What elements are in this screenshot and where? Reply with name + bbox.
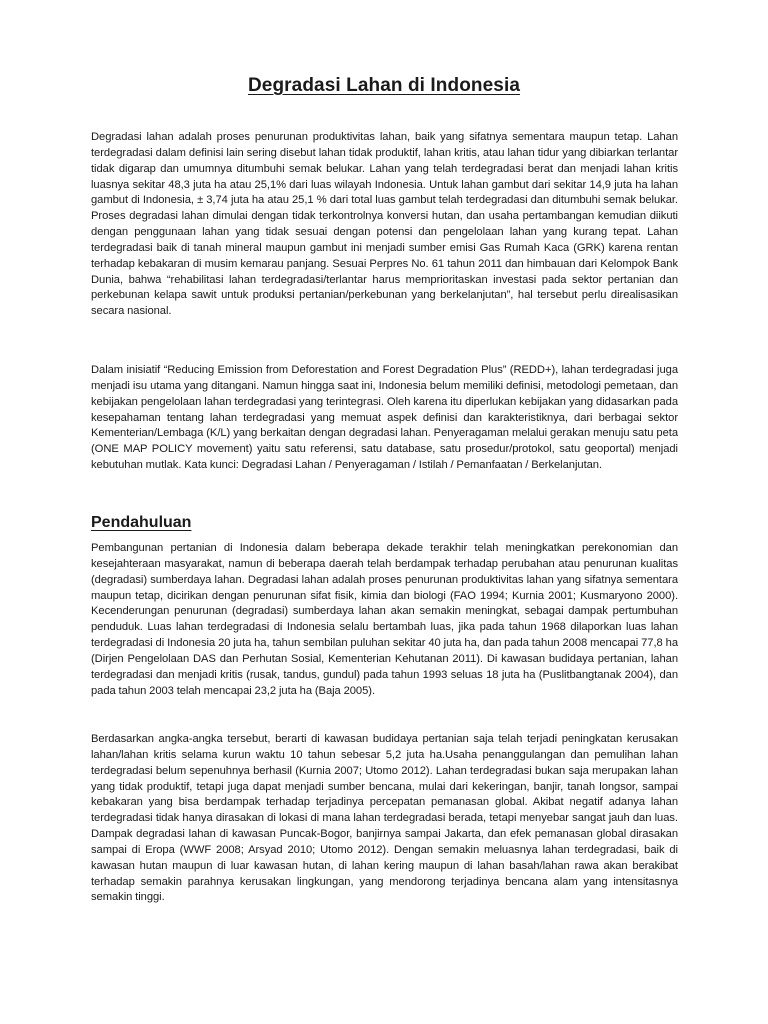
document-title: Degradasi Lahan di Indonesia — [247, 75, 521, 96]
abstract-paragraph-1: Degradasi lahan adalah proses penurunan produktivitas lahan, baik yang sifatnya sementara maupun tetap. Lahan terdegradasi dalam definisi lain sering disebut lahan tidak produktif, lahan kritis, atau lahan tidur yang dibiarkan terlantar tidak digarap dan umumnya ditumbuhi semak belukar. Lahan yang telah terdegradasi berat dan menjadi lahan kritis luasnya sekitar 48,3 juta ha atau 25,1% dari luas wilayah Indonesia. Untuk lahan gambut dari sekitar 14,9 juta ha lahan gambut di Indonesia, ± 3,74 juta ha atau 25,1 % dari total luas gambut telah terdegradasi dan ditumbuhi semak belukar. Proses degradasi lahan dimulai dengan tidak terkontrolnya konversi hutan, dan usaha pertambangan kemudian diikuti dengan penggunaan lahan yang tidak sesuai dengan potensi dan pengelolaan lahan yang kurang tepat. Lahan terdegradasi baik di tanah mineral maupun gambut ini menjadi sumber emisi Gas Rumah Kaca (GRK) karena rentan terhadap kebakaran di musim kemarau panjang. Sesuai Perpres No. 61 tahun 2011 dan himbauan dari Kelompok Bank Dunia, bahwa “rehabilitasi lahan terdegradasi/terlantar harus memprioritaskan investasi pada sektor pertanian dan perkebunan kelapa sawit untuk produksi pertanian/perkebunan yang berkelanjutan”, hal tersebut perlu direalisasikan secara nasional. — [91, 131, 678, 318]
section-paragraph-2: Berdasarkan angka-angka tersebut, berarti di kawasan budidaya pertanian saja telah terjadi peningkatan kerusakan lahan/lahan kritis selama kurun waktu 10 tahun sebesar 5,2 juta ha.Usaha penanggulangan dan pemulihan lahan terdegradasi belum sepenuhnya berhasil (Kurnia 2007; Utomo 2012). Lahan terdegradasi bukan saja merupakan lahan yang tidak produktif, tetapi juga dapat menjadi sumber bencana, mulai dari kekeringan, banjir, tanah longsor, sampai kebakaran yang bisa berdampak terhadap terjadinya percepatan pemanasan global. Akibat negatif adanya lahan terdegradasi tidak hanya dirasakan di lokasi di mana lahan terdegradasi berada, tetapi menyebar sangat jauh dan luas. Dampak degradasi lahan di kawasan Puncak-Bogor, banjirnya sampai Jakarta, dan efek pemanasan global dirasakan sampai di Eropa (WWF 2008; Arsyad 2010; Utomo 2012). Dengan semakin meluasnya lahan terdegradasi, baik di kawasan hutan maupun di luar kawasan hutan, di lahan kering maupun di lahan basah/lahan rawa akan berakibat terhadap semakin parahnya kerusakan lingkungan, yang mendorong terjadinya bencana alam yang intensitasnya semakin tinggi. — [91, 733, 678, 904]
abstract-paragraph-2: Dalam inisiatif “Reducing Emission from Deforestation and Forest Degradation Plus” (REDD+), lahan terdegradasi juga menjadi isu utama yang ditangani. Namun hingga saat ini, Indonesia belum memiliki definisi, metodologi pemetaan, dan kebijakan pengelolaan lahan terdegradasi yang terintegrasi. Oleh karena itu diperlukan kebijakan yang didasarkan pada kesepahaman tentang lahan terdegradasi yang memuat aspek definisi dan karakteristiknya, dari berbagai sektor Kementerian/Lembaga (K/L) yang berkaitan dengan degradasi lahan. Penyeragaman melalui gerakan menuju satu peta (ONE MAP POLICY movement) yaitu satu referensi, satu database, satu prosedur/protokol, satu geoportal) menjadi kebutuhan mutlak. Kata kunci: Degradasi Lahan / Penyeragaman / Istilah / Pemanfaatan / Berkelanjutan. — [91, 364, 678, 472]
section-heading: Pendahuluan — [91, 514, 192, 531]
section-paragraph-1: Pembangunan pertanian di Indonesia dalam beberapa dekade terakhir telah meningkatkan perekonomian dan kesejahteraan masyarakat, namun di beberapa daerah telah berdampak terhadap perubahan atau penurunan kualitas (degradasi) sumberdaya lahan. Degradasi lahan adalah proses penurunan produktivitas lahan yang sifatnya sementara maupun tetap, dicirikan dengan penurunan sifat fisik, kimia dan biologi (FAO 1994; Kurnia 2001; Kusmaryono 2000). Kecenderungan penurunan (degradasi) sumberdaya lahan akan semakin meningkat, sebagai dampak pertumbuhan penduduk. Luas lahan terdegradasi di Indonesia selalu bertambah luas, jika pada tahun 1968 dilaporkan luas lahan terdegradasi di Indonesia 20 juta ha, tahun sembilan puluhan sekitar 40 juta ha, dan pada tahun 2008 mencapai 77,8 ha (Dirjen Pengelolaan DAS dan Perhutan Sosial, Kementerian Kehutanan 2011). Di kawasan budidaya pertanian, lahan terdegradasi dan menjadi kritis (rusak, tandus, gundul) pada tahun 1993 seluas 18 juta ha (Puslitbangtanak 2004), dan pada tahun 2003 telah mencapai 23,2 juta ha (Baja 2005). — [91, 542, 678, 697]
